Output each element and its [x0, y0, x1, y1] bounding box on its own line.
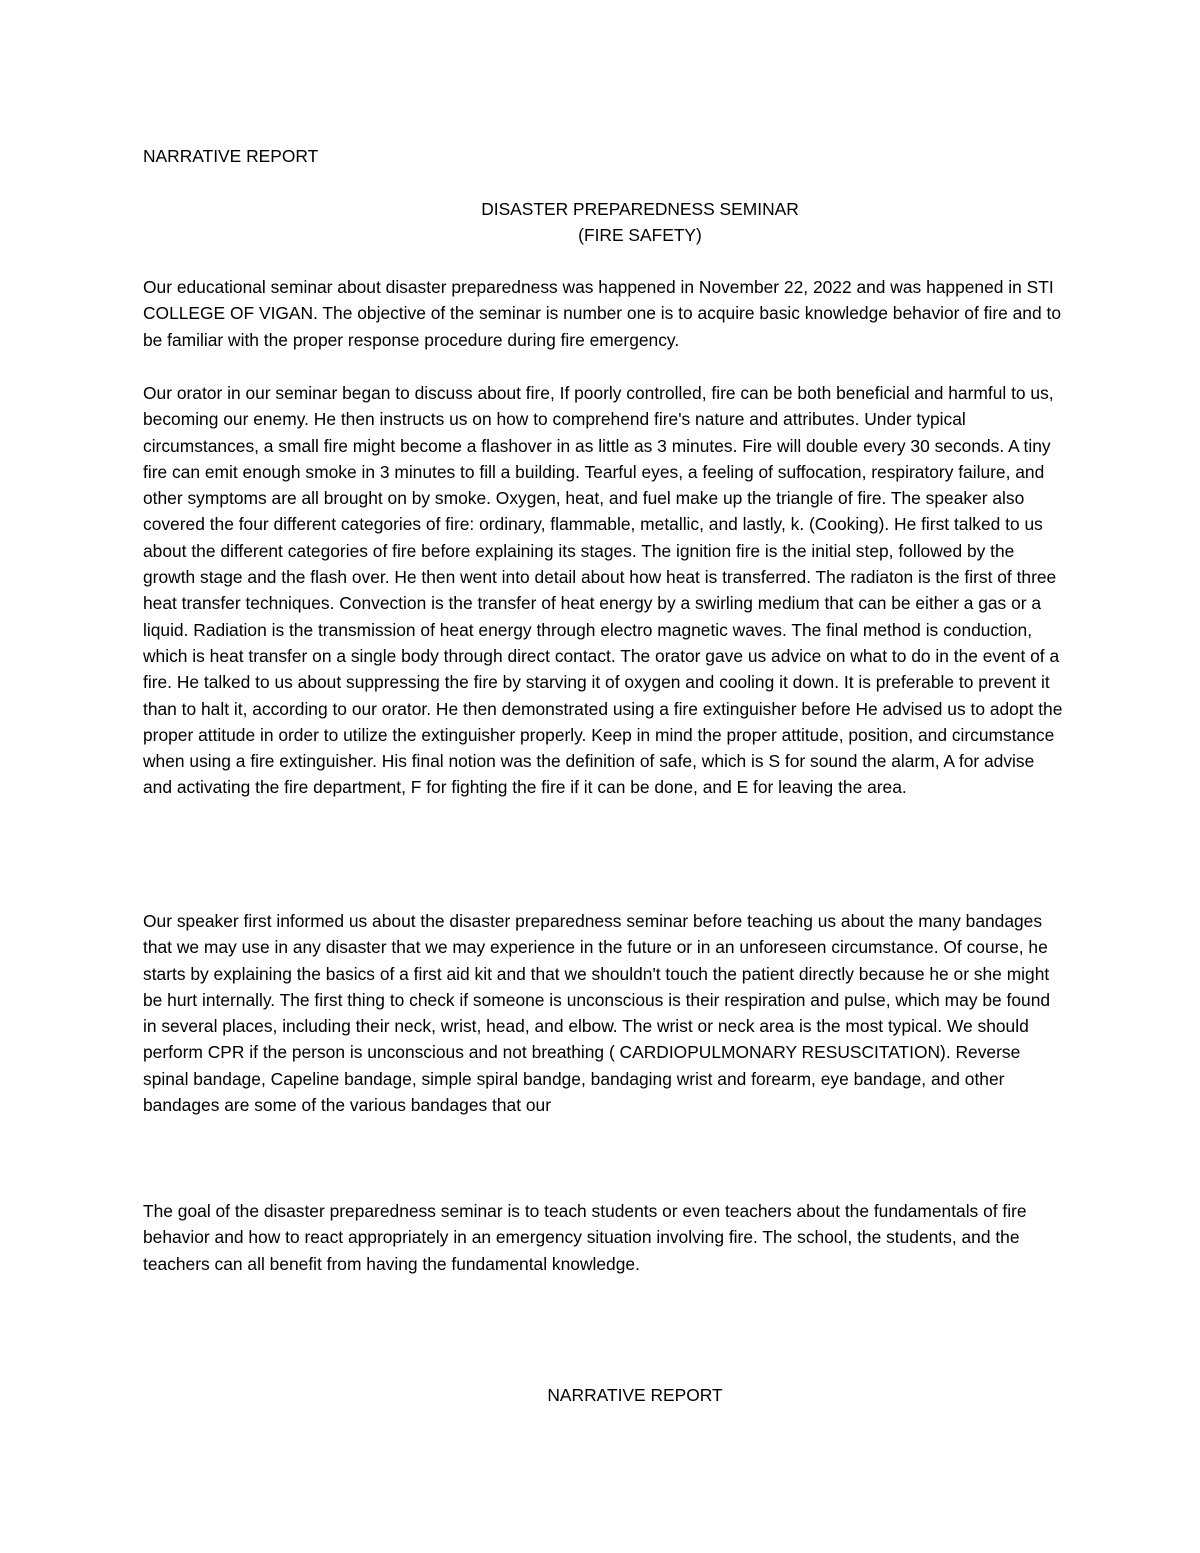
paragraph-first-aid: Our speaker first informed us about the disaster preparedness seminar before teaching us about the many bandages that we may use in any disaster that we may experience in the future or in an unforeseen circumstance. Of course, he starts by explaining the basics of a first aid kit and that we shouldn't touch the patient directly because he or she might be hurt internally. The first thing to check if someone is unconscious is their respiration and pulse, which may be found in several places, including their neck, wrist, head, and elbow. The wrist or neck area is the most typical. We should perform CPR if the person is unconscious and not breathing ( CARDIOPULMONARY RESUSCITATION). Reverse spinal bandage, Capeline bandage, simple spiral bandge, bandaging wrist and forearm, eye bandage, and other bandages are some of the various bandages that our: [143, 911, 1051, 1116]
seminar-subtitle: (FIRE SAFETY): [578, 225, 702, 245]
paragraph-intro: Our educational seminar about disaster preparedness was happened in November 22, 2022 and was happened in STI COLLEGE OF VIGAN. The objective of the seminar is number one is to acquire basic knowledge behavior of fire and to be familiar with the proper response procedure during fire emergency.: [143, 277, 1061, 350]
report-header-label: NARRATIVE REPORT: [143, 146, 319, 166]
report-footer-label: NARRATIVE REPORT: [547, 1385, 723, 1405]
seminar-title: DISASTER PREPAREDNESS SEMINAR: [481, 199, 799, 219]
paragraph-goal: The goal of the disaster preparedness seminar is to teach students or even teachers about the fundamentals of fire behavior and how to react appropriately in an emergency situation involving fire. The school, the students, and the teachers can all benefit from having the fundamental knowledge.: [143, 1201, 1027, 1274]
paragraph-fire-discussion: Our orator in our seminar began to discuss about fire, If poorly controlled, fire can be both beneficial and harmful to us, becoming our enemy. He then instructs us on how to comprehend fire's nature and attributes. Under typical circumstances, a small fire might become a flashover in as little as 3 minutes. Fire will double every 30 seconds. A tiny fire can emit enough smoke in 3 minutes to fill a building. Tearful eyes, a feeling of suffocation, respiratory failure, and other symptoms are all brought on by smoke. Oxygen, heat, and fuel make up the triangle of fire. The speaker also covered the four different categories of fire: ordinary, flammable, metallic, and lastly, k. (Cooking). He first talked to us about the different categories of fire before explaining its stages. The ignition fire is the initial step, followed by the growth stage and the flash over. He then went into detail about how heat is transferred. The radiaton is the first of three heat transfer techniques. Convection is the transfer of heat energy by a swirling medium that can be either a gas or a liquid. Radiation is the transmission of heat energy through electro magnetic waves. The final method is conduction, which is heat transfer on a single body through direct contact. The orator gave us advice on what to do in the event of a fire. He talked to us about suppressing the fire by starving it of oxygen and cooling it down. It is preferable to prevent it than to halt it, according to our orator. He then demonstrated using a fire extinguisher before He advised us to adopt the proper attitude in order to utilize the extinguisher properly. Keep in mind the proper attitude, position, and circumstance when using a fire extinguisher. His final notion was the definition of safe, which is S for sound the alarm, A for advise and activating the fire department, F for fighting the fire if it can be done, and E for leaving the area.: [143, 383, 1063, 798]
